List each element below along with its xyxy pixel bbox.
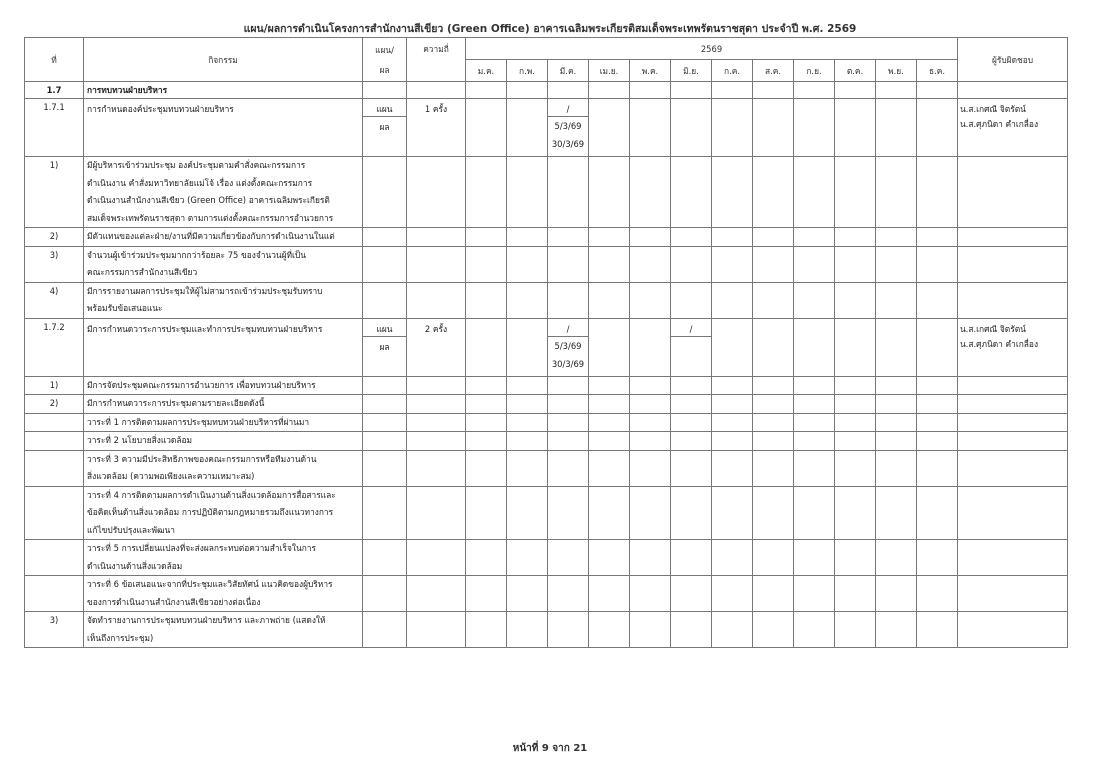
criteria-line: ดำเนินงาน คำสั่งมหาวิทยาลัยแม่โจ้ เรื่อง แต่งตั้งคณะกรรมการ [87, 177, 313, 188]
item-number: 1.7.1 [25, 99, 84, 157]
criteria-line: ดำเนินงานสำนักงานสีเขียว (Green Office) อาคารเฉลิมพระเกียรติ [87, 195, 330, 205]
header-frequency: ความถี่ [407, 38, 466, 82]
plan-label: แผน [363, 319, 406, 337]
result-date: 30/3/69 [551, 358, 585, 369]
criteria-number [25, 432, 84, 451]
month-header: ม.ค. [466, 60, 507, 82]
criteria-line: วาระที่ 2 นโยบายสิ่งแวดล้อม [87, 435, 193, 445]
criteria-line: มีการรายงานผลการประชุมให้ผู้ไม่สามารถเข้าร่วมประชุมรับทราบ [87, 285, 323, 296]
plan-table-body [25, 82, 1068, 648]
criteria-line: ของการดำเนินงานสำนักงานสีเขียวอย่างต่อเนื่อง [87, 596, 261, 607]
responsible-person: น.ส.ศุภนิดา คำเกลื่อง [960, 338, 1039, 349]
criteria-line: มีการจัดประชุมคณะกรรมการอำนวยการ เพื่อทบทวนฝ่ายบริหาร [87, 379, 316, 390]
criteria-line: ข้อคิดเห็นด้านสิ่งแวดล้อม การปฏิบัติตามกฎหมายรวมถึงแนวทางการ [87, 507, 334, 517]
plan-mark: / [671, 319, 711, 337]
result-date: 30/3/69 [551, 139, 585, 149]
criteria-text [84, 450, 363, 486]
criteria-line: จัดทำรายงานการประชุมทบทวนฝ่ายบริหาร และภาพถ่าย (แสดงให้ [87, 615, 326, 625]
plan-result-cell [363, 318, 407, 376]
criteria-text [84, 540, 363, 576]
responsible-person: น.ส.เกศณี จิตรัตน์ [960, 104, 1026, 114]
criteria-text [84, 376, 363, 395]
month-header: ก.พ. [507, 60, 548, 82]
criteria-number: 3) [25, 612, 84, 648]
month-header: มี.ค. [548, 60, 589, 82]
month-cell-jun [671, 318, 712, 376]
plan-table [24, 37, 1068, 648]
month-header: เม.ย. [589, 60, 630, 82]
criteria-line: มีการกำหนดวาระการประชุมตามรายละเอียดดังนี้ [87, 398, 265, 408]
plan-mark: / [548, 99, 588, 117]
header-year: 2569 [466, 38, 958, 60]
criteria-text [84, 395, 363, 414]
criteria-line: สิ่งแวดล้อม (ความพอเพียงและความเหมาะสม) [87, 471, 255, 481]
criteria-text [84, 486, 363, 540]
criteria-number: 2) [25, 228, 84, 247]
section-title: การทบทวนฝ่ายบริหาร [84, 82, 363, 99]
plan-mark: / [548, 319, 588, 337]
criteria-number: 1) [25, 376, 84, 395]
header-no: ที่ [25, 38, 84, 82]
month-header: พ.ค. [630, 60, 671, 82]
criteria-number [25, 486, 84, 540]
month-header: ธ.ค. [917, 60, 958, 82]
criteria-line: มีผู้บริหารเข้าร่วมประชุม องค์ประชุมตามคำสั่งคณะกรรมการ [87, 160, 306, 170]
criteria-number: 1) [25, 157, 84, 228]
criteria-line: แก้ไขปรับปรุงและพัฒนา [87, 524, 175, 535]
criteria-text [84, 282, 363, 318]
criteria-text [84, 246, 363, 282]
responsible-person: น.ส.เกศณี จิตรัตน์ [960, 323, 1026, 334]
plan-result-cell [363, 99, 407, 157]
criteria-text [84, 157, 363, 228]
responsible-person: น.ส.ศุภนิดา คำเกลื่อง [960, 119, 1039, 129]
result-label: ผล [379, 341, 390, 352]
month-header: ส.ค. [753, 60, 794, 82]
month-header: มิ.ย. [671, 60, 712, 82]
header-activity: กิจกรรม [84, 38, 363, 82]
criteria-number: 2) [25, 395, 84, 414]
criteria-line: วาระที่ 5 การเปลี่ยนแปลงที่จะส่งผลกระทบต่อความสำเร็จในการ [87, 543, 316, 553]
criteria-text [84, 432, 363, 451]
item-frequency: 2 ครั้ง [407, 318, 466, 376]
responsible-cell [958, 318, 1068, 376]
criteria-line: สมเด็จพระเทพรัตนราชสุดา ตามการแต่งตั้งคณะกรรมการอำนวยการ [87, 212, 334, 223]
criteria-text [84, 612, 363, 648]
criteria-number [25, 540, 84, 576]
plan-label: แผน [363, 99, 406, 117]
criteria-number: 4) [25, 282, 84, 318]
criteria-line: วาระที่ 3 ความมีประสิทธิภาพของคณะกรรมการหรือทีมงานด้าน [87, 453, 317, 464]
month-header: ต.ค. [835, 60, 876, 82]
page-number: หน้าที่ 9 จาก 21 [512, 743, 588, 754]
criteria-text [84, 576, 363, 612]
result-date: 5/3/69 [554, 121, 582, 131]
criteria-line: มีตัวแทนของแต่ละฝ่าย/งานที่มีความเกี่ยวข้องกับการดำเนินงานในแต่ [87, 231, 335, 241]
criteria-line: วาระที่ 6 ข้อเสนอแนะจากที่ประชุมและวิสัยทัศน์ แนวคิดของผู้บริหาร [87, 579, 333, 589]
month-header: ก.ย. [794, 60, 835, 82]
criteria-line: ดำเนินงานด้านสิ่งแวดล้อม [87, 560, 183, 571]
header-plan-result: แผน/ ผล [363, 38, 407, 82]
item-frequency: 1 ครั้ง [407, 99, 466, 157]
result-date: 5/3/69 [554, 340, 582, 351]
criteria-text [84, 413, 363, 432]
criteria-line: พร้อมรับข้อเสนอแนะ [87, 303, 163, 313]
month-header: พ.ย. [876, 60, 917, 82]
criteria-number [25, 576, 84, 612]
criteria-number [25, 450, 84, 486]
criteria-number [25, 413, 84, 432]
criteria-line: วาระที่ 1 การติดตามผลการประชุมทบทวนฝ่ายบริหารที่ผ่านมา [87, 416, 310, 427]
item-activity: มีการกำหนดวาระการประชุมและทำการประชุมทบทวนฝ่ายบริหาร [84, 318, 363, 376]
responsible-cell [958, 99, 1068, 157]
criteria-line: คณะกรรมการสำนักงานสีเขียว [87, 267, 198, 277]
criteria-line: จำนวนผู้เข้าร่วมประชุมมากกว่าร้อยละ 75 ของจำนวนผู้ที่เป็น [87, 249, 306, 260]
criteria-line: วาระที่ 4 การติดตามผลการดำเนินงานด้านสิ่งแวดล้อมการสื่อสารและ [87, 489, 336, 500]
item-activity: การกำหนดองค์ประชุมทบทวนฝ่ายบริหาร [84, 99, 363, 157]
criteria-line: เห็นถึงการประชุม) [87, 632, 154, 643]
criteria-text [84, 228, 363, 247]
item-number: 1.7.2 [25, 318, 84, 376]
month-header: ก.ค. [712, 60, 753, 82]
result-label: ผล [379, 122, 390, 132]
criteria-number: 3) [25, 246, 84, 282]
section-number: 1.7 [25, 82, 84, 99]
month-cell-mar [548, 99, 589, 157]
month-cell-mar [548, 318, 589, 376]
header-responsible: ผู้รับผิดชอบ [958, 38, 1068, 82]
document-title: แผน/ผลการดำเนินโครงการสำนักงานสีเขียว (Green Office) อาคารเฉลิมพระเกียรติสมเด็จพระเทพรัตนราชสุดา ประจำปี พ.ศ. 2569 [243, 23, 857, 35]
